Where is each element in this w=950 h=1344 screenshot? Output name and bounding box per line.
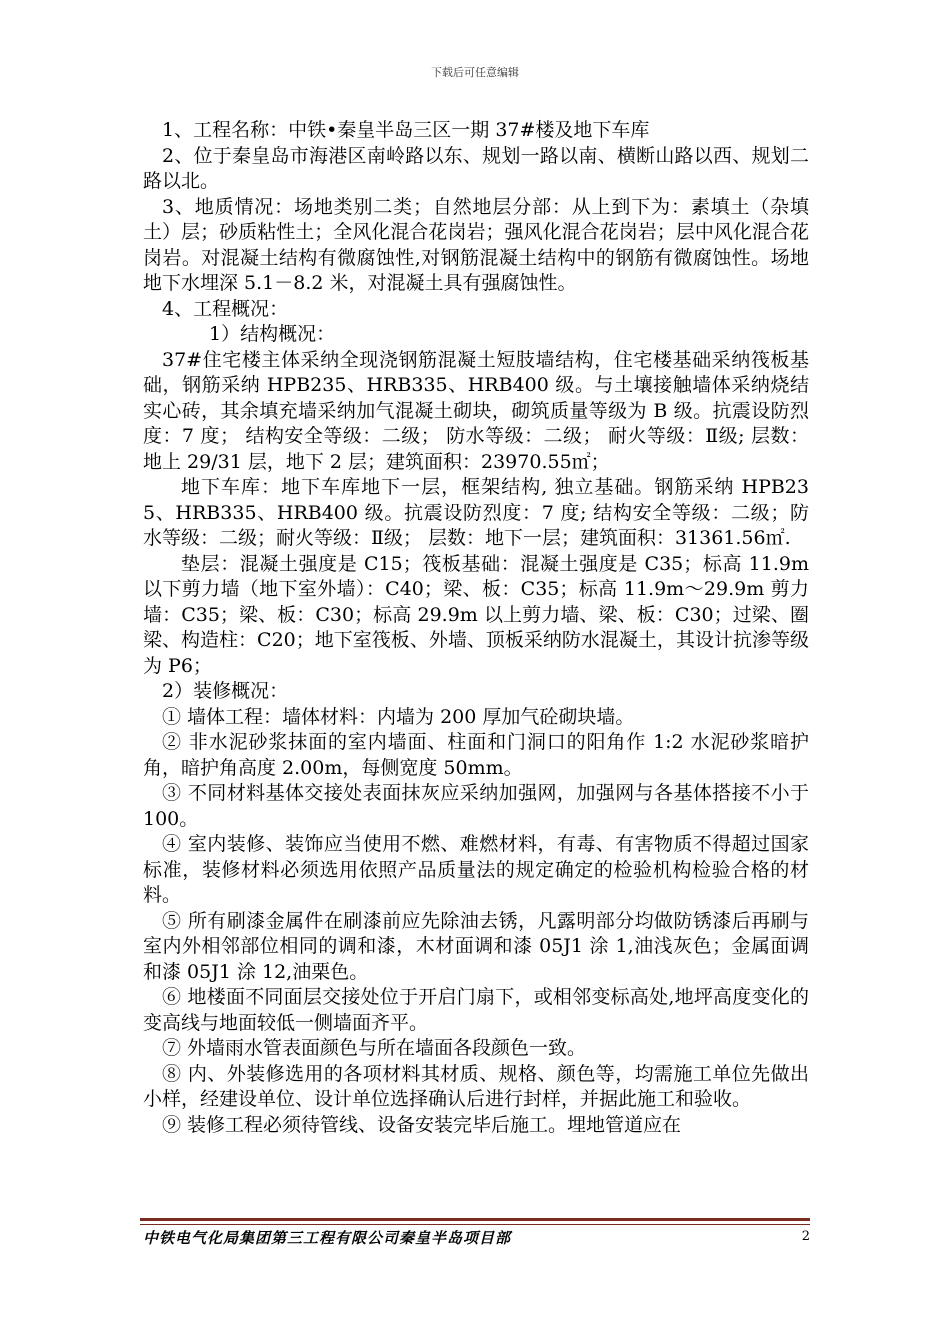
paragraph: 2）装修概况： (162, 680, 289, 702)
footer-rule (140, 1218, 810, 1221)
footer-rule-thin (140, 1224, 810, 1225)
paragraph: ⑨ 装修工程必须待管线、设备安装完毕后施工。埋地管道应在 (162, 1113, 682, 1136)
paragraph: 2、位于秦皇岛市海港区南岭路以东、规划一路以南、横断山路以西、规划二路以北。 (143, 144, 809, 192)
paragraph: 3、地质情况：场地类别二类；自然地层分部：从上到下为：素填土（杂填土）层；砂质粘性土；全风化混合花岗岩；强风化混合花岗岩；层中风化混合花岗岩。对混凝土结构有微腐蚀性,对钢筋混凝土结构中的钢筋有微腐蚀性。场地地下水埋深 5.1－8.2 米，对混凝土具有强腐蚀性。 (143, 195, 809, 294)
page-number: 2 (801, 1229, 810, 1244)
document-body (143, 118, 809, 1138)
paragraph: ⑧ 内、外装修选用的各项材料其材质、规格、颜色等，均需施工单位先做出小样，经建设单位、设计单位选择确认后进行封样，并据此施工和验收。 (143, 1062, 809, 1110)
paragraph: ③ 不同材料基体交接处表面抹灰应采纳加强网，加强网与各基体搭接不小于 100。 (143, 782, 809, 830)
paragraph: ② 非水泥砂浆抹面的室内墙面、柱面和门洞口的阳角作 1:2 水泥砂浆暗护角，暗护角高度 2.00m，每侧宽度 50mm。 (143, 731, 809, 779)
paragraph: 37#住宅楼主体采纳全现浇钢筋混凝土短肢墙结构，住宅楼基础采纳筏板基础，钢筋采纳 HPB235、HRB335、HRB400 级。与土壤接触墙体采纳烧结实心砖，其余填充墙采纳加气混凝土砌块，砌筑质量等级为 B 级。抗震设防烈度：7 度； 结构安全等级：二级； 防水等级：二级； 耐火等级：Ⅱ级; 层数：地上 29/31 层，地下 2 层；建筑面积：23970.55㎡； (143, 348, 809, 473)
paragraph: 地下车库：地下车库地下一层，框架结构, 独立基础。钢筋采纳 HPB235、HRB335、HRB400 级。抗震设防烈度：7 度; 结构安全等级：二级；防水等级：二级；耐火等级：Ⅱ级； 层数：地下一层；建筑面积：31361.56㎡. (143, 476, 809, 549)
paragraph: ① 墙体工程：墙体材料：内墙为 200 厚加气砼砌块墙。 (162, 705, 635, 728)
paragraph: ④ 室内装修、装饰应当使用不燃、难燃材料，有毒、有害物质不得超过国家标准，装修材料必须选用依照产品质量法的规定确定的检验机构检验合格的材料。 (143, 833, 809, 906)
paragraph: 1、工程名称：中铁•秦皇半岛三区一期 37#楼及地下车库 (162, 119, 650, 141)
paragraph: 1）结构概况： (209, 323, 336, 345)
paragraph: ⑥ 地楼面不同面层交接处位于开启门扇下，或相邻变标高处,地坪高度变化的变高线与地面较低一侧墙面齐平。 (143, 986, 809, 1034)
page-header: 下载后可任意编辑 (431, 66, 519, 79)
paragraph: ⑤ 所有刷漆金属件在刷漆前应先除油去锈，凡露明部分均做防锈漆后再刷与室内外相邻部位相同的调和漆，木材面调和漆 05J1 涂 1,油浅灰色；金属面调和漆 05J1 涂 12,油栗色。 (143, 909, 809, 983)
paragraph: 4、工程概况： (162, 297, 289, 320)
paragraph: ⑦ 外墙雨水管表面颜色与所在墙面各段颜色一致。 (162, 1037, 587, 1059)
footer-company: 中铁电气化局集团第三工程有限公司秦皇半岛项目部 (143, 1229, 512, 1247)
paragraph: 垫层：混凝土强度是 C15；筏板基础：混凝土强度是 C35；标高 11.9m 以下剪力墙（地下室外墙）：C40；梁、板：C35；标高 11.9m～29.9m 剪力墙：C35；梁、板：C30；标高 29.9m 以上剪力墙、梁、板：C30；过梁、圈梁、构造柱：C20；地下室筏板、外墙、顶板采纳防水混凝土，其设计抗渗等级为 P6； (143, 552, 809, 677)
